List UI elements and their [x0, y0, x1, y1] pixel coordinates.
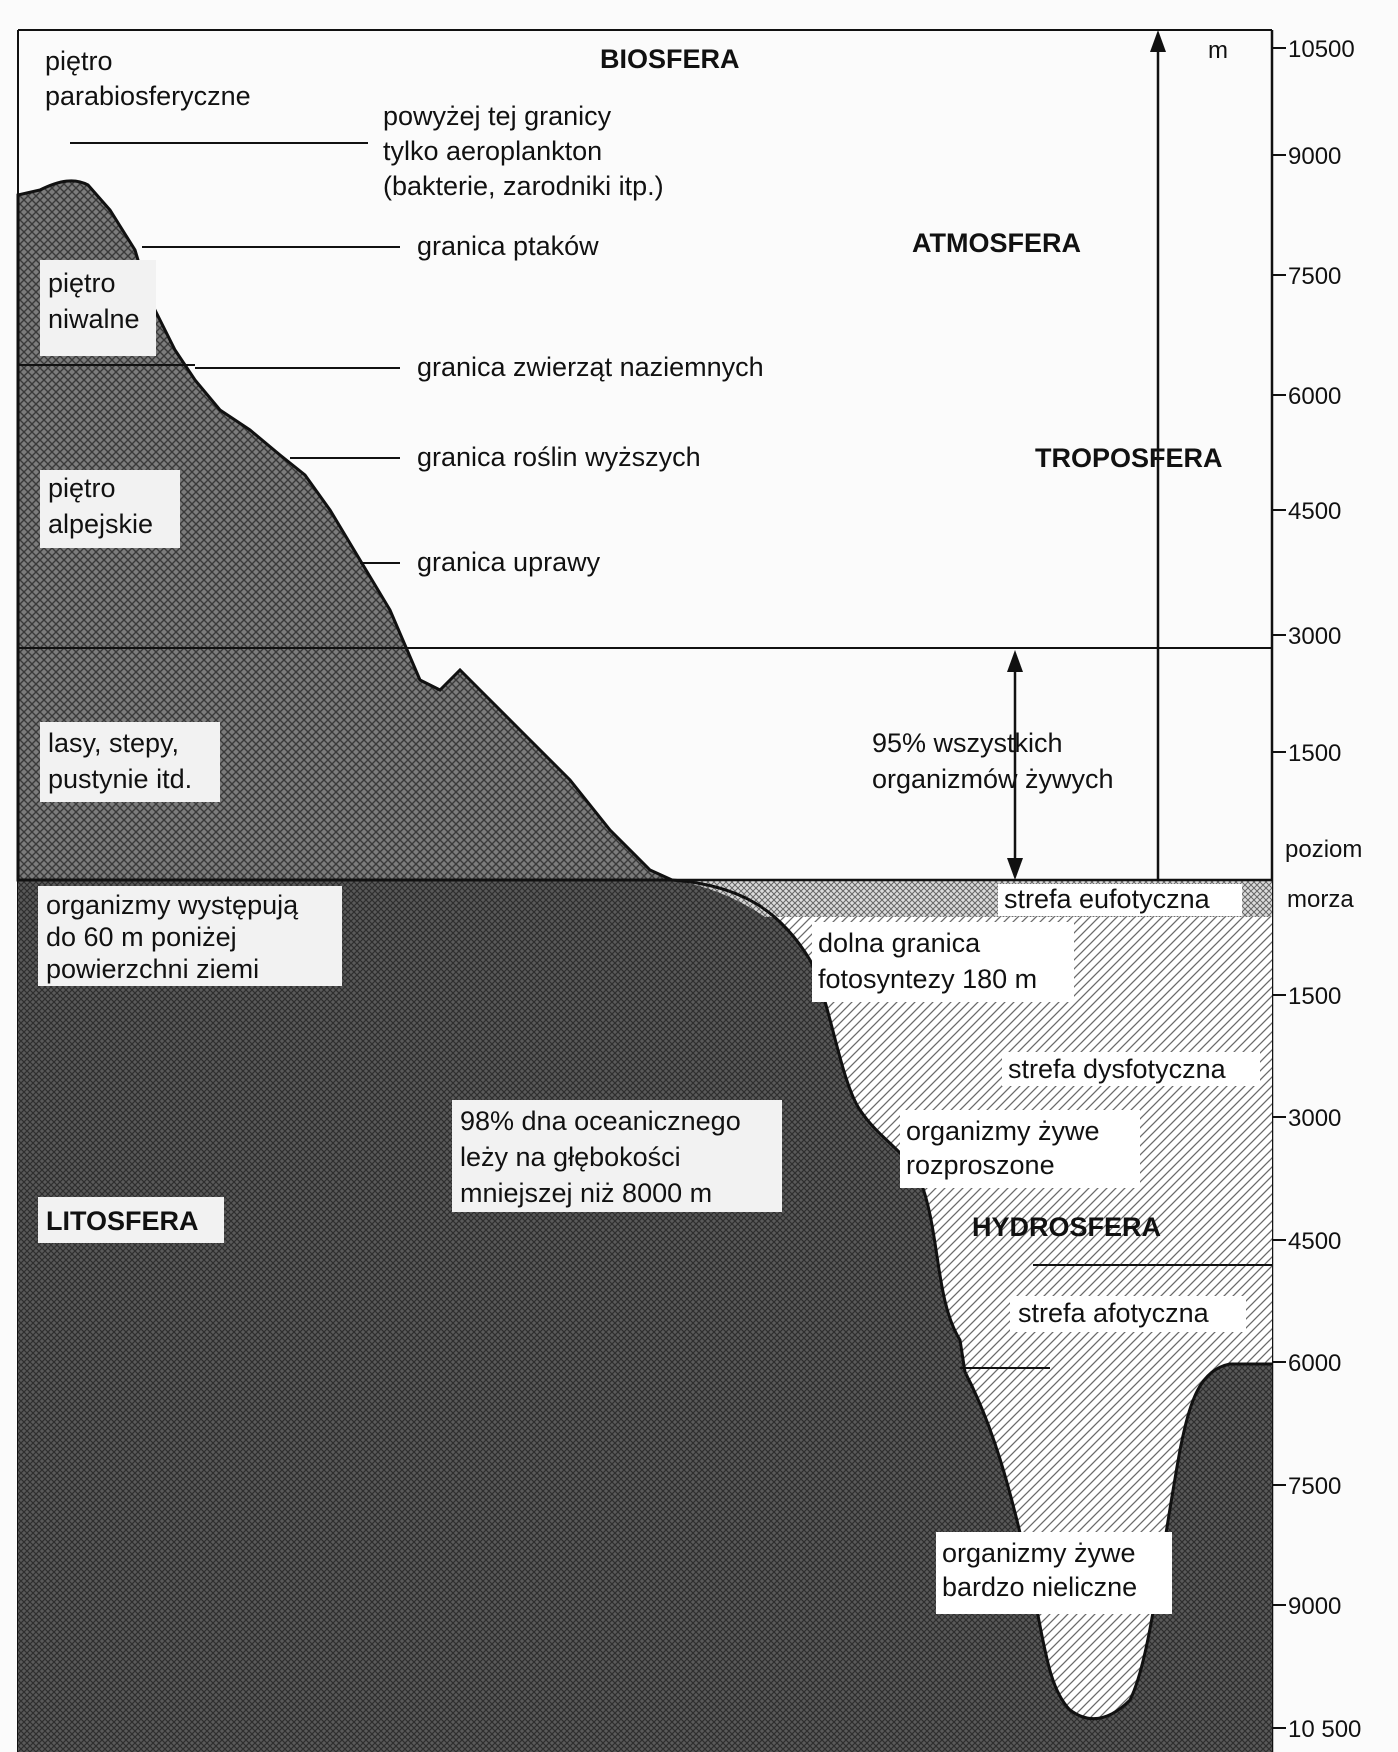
zone-niwalne-line2: niwalne: [48, 304, 140, 334]
aeroplankton-line3: (bakterie, zarodniki itp.): [383, 171, 664, 201]
ocean-floor-line2: leży na głębokości: [460, 1142, 681, 1172]
aphotic-zone-label: strefa afotyczna: [1018, 1298, 1209, 1328]
scale-label-below-4: 7500: [1288, 1473, 1342, 1500]
scale-label-below-3: 6000: [1288, 1350, 1342, 1377]
atmosfera-label: ATMOSFERA: [912, 228, 1081, 258]
zone-parabiosfera-line2: parabiosferyczne: [45, 81, 251, 111]
soil-note-line2: do 60 m poniżej: [46, 922, 237, 952]
crop-limit-label: granica uprawy: [417, 547, 601, 577]
aeroplankton-line1: powyżej tej granicy: [383, 101, 612, 131]
scale-label-above-5: 3000: [1288, 623, 1342, 650]
zone-lasy-line2: pustynie itd.: [48, 764, 193, 794]
scale-label-above-6: 1500: [1288, 740, 1342, 767]
dysphotic-zone-label: strefa dysfotyczna: [1008, 1054, 1226, 1084]
zone-alpejskie-line1: piętro: [48, 473, 116, 503]
dispersed-line1: organizmy żywe: [906, 1116, 1100, 1146]
hydrosfera-label: HYDROSFERA: [972, 1212, 1162, 1242]
scale-label-below-5: 9000: [1288, 1593, 1342, 1620]
biosfera-label: BIOSFERA: [600, 44, 740, 74]
dispersed-line2: rozproszone: [906, 1150, 1055, 1180]
zone-parabiosfera-line1: piętro: [45, 46, 113, 76]
zone-alpejskie-line2: alpejskie: [48, 509, 154, 539]
aeroplankton-line2: tylko aeroplankton: [383, 136, 603, 166]
ocean-floor-line3: mniejszej niż 8000 m: [460, 1178, 713, 1208]
sea-level-label-1: poziom: [1285, 836, 1363, 863]
scale-label-below-2: 4500: [1288, 1228, 1342, 1255]
sea-level-label-2: morza: [1287, 886, 1354, 913]
scale-label-below-6: 10 500: [1288, 1716, 1362, 1743]
scale-label-above-2: 7500: [1288, 263, 1342, 290]
scale-label-above-3: 6000: [1288, 383, 1342, 410]
bird-limit-label: granica ptaków: [417, 231, 599, 261]
soil-note-line3: powierzchni ziemi: [46, 954, 260, 984]
scale-unit: m: [1208, 37, 1228, 64]
animal-limit-label: granica zwierząt naziemnych: [417, 352, 764, 382]
troposfera-label: TROPOSFERA: [1035, 443, 1223, 473]
zone-niwalne-line1: piętro: [48, 268, 116, 298]
soil-note-line1: organizmy występują: [46, 890, 299, 920]
euphotic-zone-label: strefa eufotyczna: [1004, 884, 1210, 914]
zone-lasy-line1: lasy, stepy,: [48, 728, 180, 758]
ocean-floor-line1: 98% dna oceanicznego: [460, 1106, 741, 1136]
scale-label-below-1: 3000: [1288, 1105, 1342, 1132]
scale-label-above-0: 10500: [1288, 36, 1355, 63]
scale-label-below-0: 1500: [1288, 983, 1342, 1010]
plant-limit-label: granica roślin wyższych: [417, 442, 701, 472]
scale-label-above-4: 4500: [1288, 498, 1342, 525]
rare-line1: organizmy żywe: [942, 1538, 1136, 1568]
rare-line2: bardzo nieliczne: [942, 1572, 1138, 1602]
photosynthesis-line1: dolna granica: [818, 928, 981, 958]
organisms95-line2: organizmów żywych: [872, 764, 1114, 794]
organisms95-line1: 95% wszystkich: [872, 728, 1063, 758]
litosfera-label: LITOSFERA: [46, 1206, 199, 1236]
photosynthesis-line2: fotosyntezy 180 m: [818, 964, 1038, 994]
scale-label-above-1: 9000: [1288, 143, 1342, 170]
